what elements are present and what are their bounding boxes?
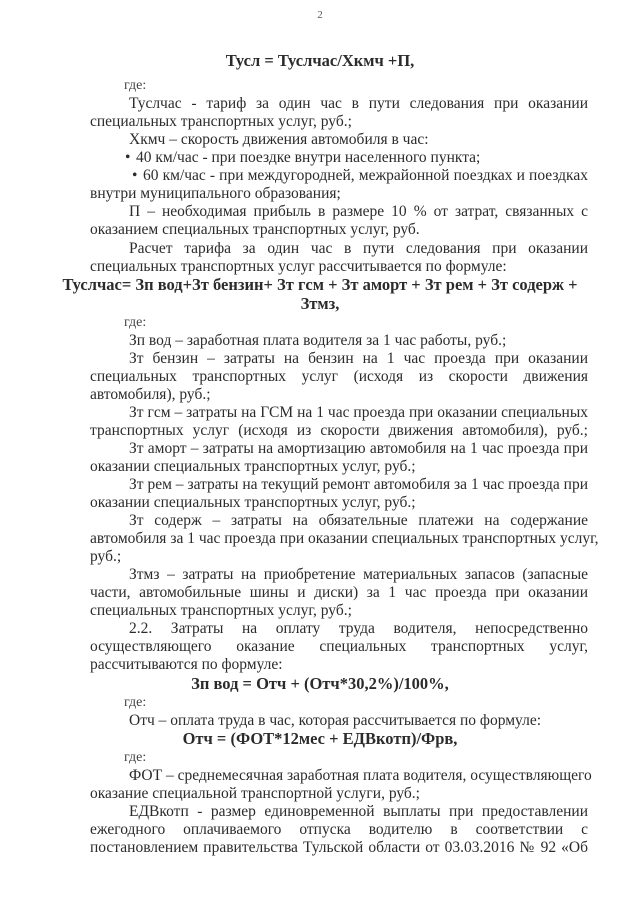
bullet-item: • 40 км/час - при поездке внутри населенного пункта; (136, 149, 480, 167)
text-line: оказание специальной транспортной услуги, руб.; (90, 785, 420, 802)
text-line: автомобиля за 1 час проезда при оказании специальных транспортных услуг, (90, 530, 599, 547)
text-line: Туслчас - тариф за один час в пути следования при оказании (129, 95, 588, 112)
text-line: транспортных услуг (исходя из скорости движения автомобиля), руб.; (90, 422, 588, 439)
formula-otch: Отч = (ФОТ*12мес + ЕДВкотп)/Фрв, (182, 729, 458, 748)
text-line: специальных транспортных услуг, руб.; (90, 602, 352, 619)
text-line: специальных транспортных услуг рассчитывается по формуле: (90, 258, 507, 275)
formula-zp-vod: Зп вод = Отч + (Отч*30,2%)/100%, (191, 674, 449, 693)
text-line: рассчитываются по формуле: (90, 656, 283, 673)
text-line: оказании специальных транспортных услуг, руб.; (90, 458, 416, 475)
text-line: специальных транспортных услуг (исходя из скорости движения (90, 368, 588, 385)
text-line: автомобиля), руб.; (90, 386, 211, 403)
where-label: где: (124, 695, 147, 710)
text-line: Отч – оплата труда в час, которая рассчитывается по формуле: (129, 712, 542, 729)
where-label: где: (124, 78, 147, 93)
text-line: П – необходимая прибыль в размере 10 % от затрат, связанных с (129, 203, 588, 220)
where-label: где: (124, 315, 147, 330)
page-number: 2 (317, 9, 323, 21)
text-line: Зт гсм – затраты на ГСМ на 1 час проезда при оказании специальных (129, 404, 588, 421)
where-label: где: (124, 750, 147, 765)
section-heading: 2.2. Затраты на оплату труда водителя, непосредственно (129, 620, 588, 637)
text-line: ежегодного оплачиваемого отпуска водителю в соответствии с (90, 821, 588, 838)
text-line: части, автомобильные шины и диски) за 1 час проезда при оказании (90, 584, 588, 601)
bullet-item: • 60 км/час - при междугородней, межрайонной поездках и поездках (143, 167, 588, 185)
formula-tuslchas-cont: Зтмз, (300, 294, 340, 313)
text-line: ФОТ – среднемесячная заработная плата водителя, осуществляющего (129, 767, 592, 784)
text-line: оказании специальных транспортных услуг, руб.; (90, 494, 416, 511)
text-line: Хкмч – скорость движения автомобиля в час: (129, 131, 429, 148)
text-line: оказанием специальных транспортных услуг, руб. (90, 221, 420, 238)
text-line: внутри муниципального образования; (90, 185, 341, 202)
text-line: Зт рем – затраты на текущий ремонт автомобиля за 1 час проезда при (129, 476, 588, 493)
text-line: Зт бензин – затраты на бензин на 1 час проезда при оказании (129, 350, 588, 367)
text-line: постановлением правительства Тульской области от 03.03.2016 № 92 «Об (90, 839, 588, 856)
text-line: Зт аморт – затраты на амортизацию автомобиля на 1 час проезда при (129, 440, 588, 457)
formula-tuslchas: Туслчас= Зп вод+Зт бензин+ Зт гсм + Зт аморт + Зт рем + Зт содерж + (62, 275, 578, 294)
formula-tusl: Тусл = Туслчас/Хкмч +П, (225, 51, 415, 70)
text-line: Зтмз – затраты на приобретение материальных запасов (запасные (129, 566, 588, 583)
text-line: ЕДВкотп - размер единовременной выплаты при предоставлении (129, 803, 588, 820)
text-line: руб.; (90, 548, 122, 565)
text-line: Зп вод – заработная плата водителя за 1 час работы, руб.; (129, 332, 507, 349)
text-line: осуществляющего оказание специальных транспортных услуг, (90, 638, 588, 655)
text-line: Расчет тарифа за один час в пути следования при оказании (129, 240, 588, 257)
text-line: специальных транспортных услуг, руб.; (90, 113, 352, 130)
text-line: Зт содерж – затраты на обязательные платежи на содержание (129, 512, 588, 529)
